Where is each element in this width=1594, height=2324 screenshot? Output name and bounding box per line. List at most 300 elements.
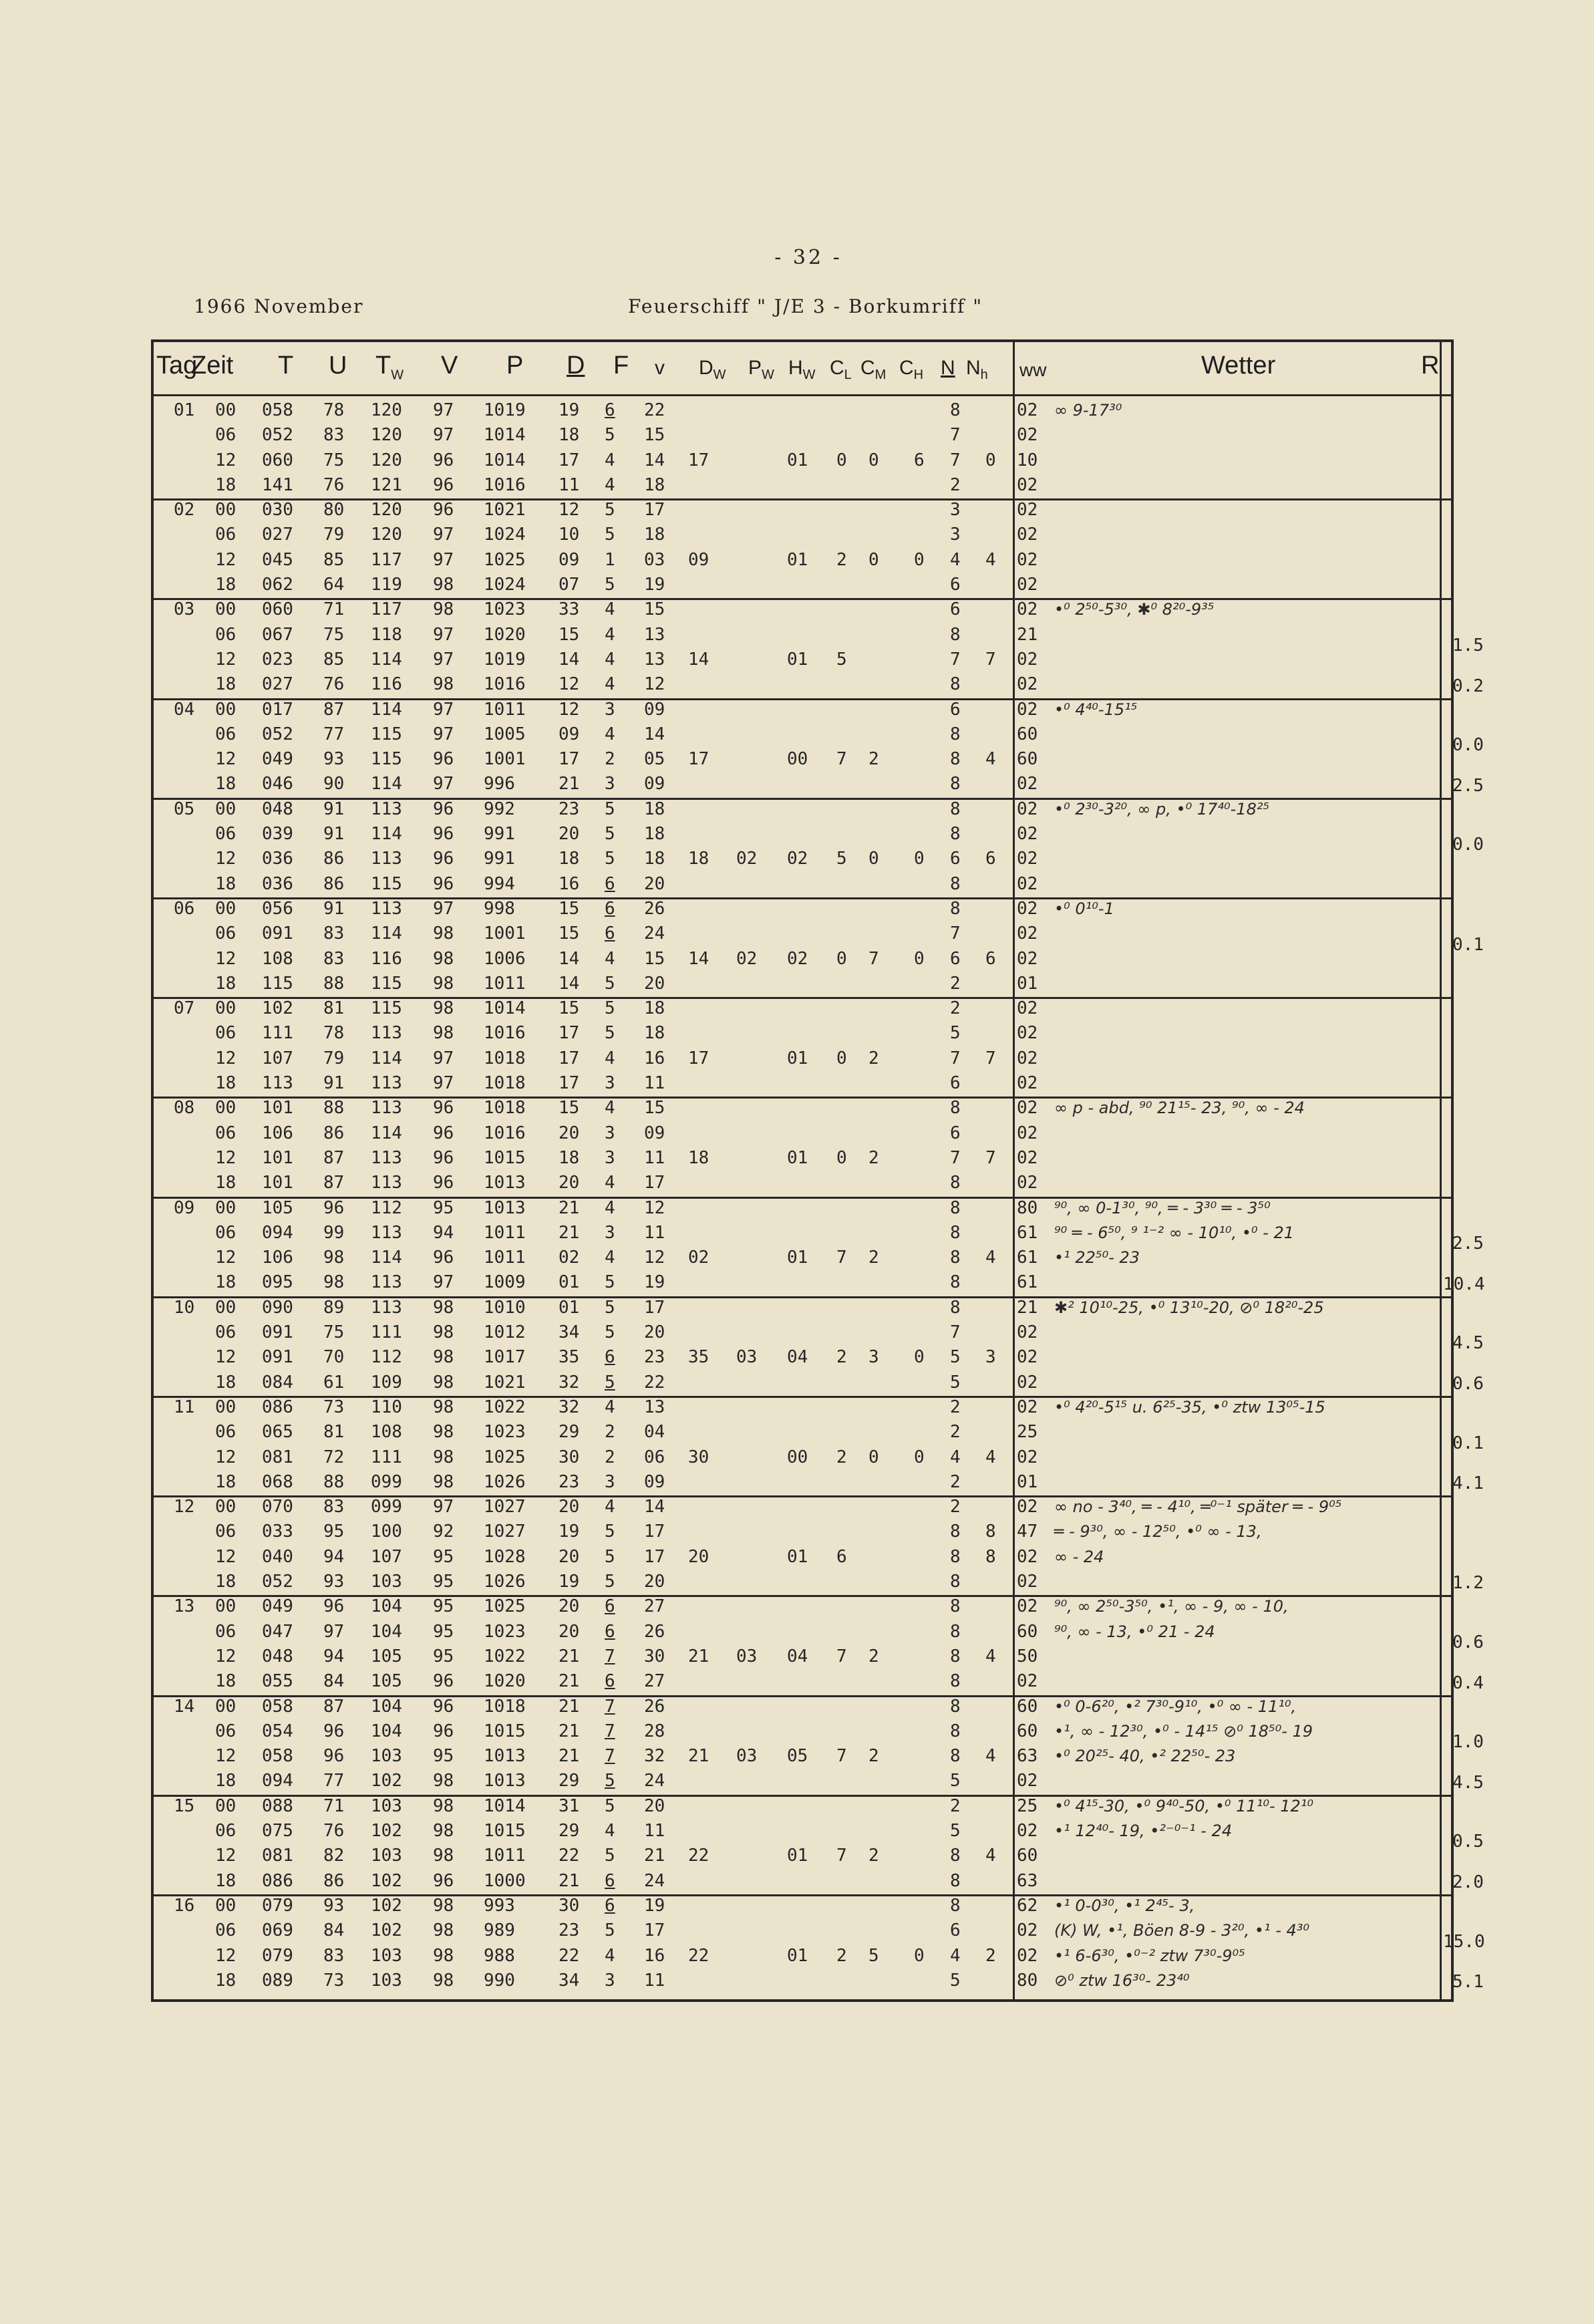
wind-speed-cell: 16 [644, 1048, 665, 1068]
pressure-cell: 1018 [484, 1098, 526, 1119]
air-temp-cell: 084 [262, 1372, 293, 1393]
wind-speed-cell: 24 [644, 1870, 665, 1891]
humidity-cell: 91 [323, 899, 345, 919]
wind-speed-cell: 17 [644, 1920, 665, 1941]
pressure-cell: 1025 [484, 1596, 526, 1617]
time-cell: 12 [215, 1746, 236, 1767]
ww-code-cell: 50 [1017, 1646, 1038, 1666]
wind-force-cell: 5 [605, 824, 615, 845]
wind-speed-cell: 14 [644, 450, 665, 470]
air-temp-cell: 091 [262, 1322, 293, 1343]
wind-force-cell: 5 [605, 1521, 615, 1542]
wind-force-cell: 3 [605, 1970, 615, 1991]
time-cell: 00 [215, 1795, 236, 1816]
air-temp-cell: 046 [262, 774, 293, 794]
ww-code-cell: 02 [1017, 948, 1038, 969]
table-row [154, 597, 1162, 622]
time-cell: 06 [215, 1322, 236, 1343]
cloud-high-cell: 0 [914, 849, 925, 869]
wind-dir-cell: 01 [559, 1272, 580, 1293]
table-row [154, 1545, 1162, 1570]
pressure-cell: 998 [484, 899, 515, 919]
cloud-low-cell: 7 [836, 1646, 847, 1666]
pressure-cell: 1016 [484, 474, 526, 495]
cloud-cover-cell: 8 [950, 400, 961, 420]
time-cell: 18 [215, 1173, 236, 1193]
visibility-cell: 98 [433, 1023, 454, 1044]
humidity-cell: 80 [323, 500, 345, 521]
cloud-cover-cell: 8 [950, 873, 961, 894]
column-header: U [329, 351, 347, 380]
cloud-cover-cell: 8 [950, 1646, 961, 1666]
cloud-cover-cell: 5 [950, 1970, 961, 1991]
wave-height-cell: 01 [787, 1546, 808, 1567]
pressure-cell: 1014 [484, 1795, 526, 1816]
day-cell: 06 [174, 899, 195, 919]
wind-dir-cell: 30 [559, 1447, 580, 1467]
water-temp-cell: 102 [371, 1821, 402, 1842]
water-temp-cell: 102 [371, 1870, 402, 1891]
wave-dir-cell: 17 [688, 450, 709, 470]
wind-dir-cell: 12 [559, 699, 580, 720]
wind-dir-cell: 29 [559, 1771, 580, 1791]
ww-code-cell: 02 [1017, 599, 1038, 620]
day-divider [154, 997, 1451, 999]
air-temp-cell: 095 [262, 1272, 293, 1293]
wind-speed-cell: 17 [644, 500, 665, 521]
visibility-cell: 97 [433, 899, 454, 919]
humidity-cell: 90 [323, 774, 345, 794]
air-temp-cell: 068 [262, 1471, 293, 1492]
air-temp-cell: 027 [262, 674, 293, 695]
wind-force-cell: 3 [605, 1222, 615, 1243]
air-temp-cell: 141 [262, 474, 293, 495]
cloud-cover-cell: 7 [950, 1147, 961, 1168]
weather-note: •⁰ 4¹⁵-30, •⁰ 9⁴⁰-50, •⁰ 11¹⁰- 12¹⁰ [1054, 1796, 1314, 1815]
wind-force-cell: 5 [605, 1771, 615, 1791]
header-divider [154, 394, 1451, 396]
ww-code-cell: 02 [1017, 1572, 1038, 1592]
visibility-cell: 95 [433, 1596, 454, 1617]
table-row [154, 1744, 1162, 1769]
wind-force-cell: 4 [605, 599, 615, 620]
water-temp-cell: 114 [371, 1048, 402, 1068]
time-cell: 18 [215, 1471, 236, 1492]
table-row [154, 772, 1162, 796]
day-block [154, 498, 1458, 598]
water-temp-cell: 120 [371, 525, 402, 545]
ww-code-cell: 02 [1017, 998, 1038, 1019]
time-cell: 00 [215, 1098, 236, 1119]
time-cell: 18 [215, 1272, 236, 1293]
rain-value: 0.5 [1452, 1832, 1484, 1852]
wind-force-cell: 7 [605, 1646, 615, 1666]
rain-value: · [1447, 476, 1458, 497]
cloud-cover-cell: 5 [950, 1372, 961, 1393]
cloud-cover-cell: 7 [950, 923, 961, 944]
pressure-cell: 1015 [484, 1721, 526, 1741]
wave-period-cell: 03 [736, 1746, 758, 1767]
wind-speed-cell: 09 [644, 774, 665, 794]
water-temp-cell: 120 [371, 425, 402, 446]
water-temp-cell: 113 [371, 1073, 402, 1094]
cloud-cover-cell: 2 [950, 998, 961, 1019]
cloud-cover-cell: 8 [950, 624, 961, 645]
wind-force-cell: 6 [605, 1870, 615, 1891]
low-cloud-cover-cell: 7 [985, 1147, 996, 1168]
cloud-cover-cell: 8 [950, 824, 961, 845]
pressure-cell: 1020 [484, 624, 526, 645]
ww-code-cell: 01 [1017, 1471, 1038, 1492]
humidity-cell: 71 [323, 1795, 345, 1816]
day-cell: 05 [174, 798, 195, 819]
water-temp-cell: 114 [371, 699, 402, 720]
table-row [154, 1794, 1162, 1819]
visibility-cell: 95 [433, 1197, 454, 1218]
wind-speed-cell: 18 [644, 1023, 665, 1044]
column-header: v [655, 357, 665, 379]
water-temp-cell: 112 [371, 1197, 402, 1218]
cloud-cover-cell: 4 [950, 1945, 961, 1966]
column-header: N [941, 357, 955, 379]
wind-speed-cell: 11 [644, 1073, 665, 1094]
humidity-cell: 78 [323, 1023, 345, 1044]
air-temp-cell: 023 [262, 649, 293, 670]
day-divider [154, 1894, 1451, 1896]
wave-height-cell: 04 [787, 1646, 808, 1666]
wind-dir-cell: 09 [559, 724, 580, 744]
wave-dir-cell: 35 [688, 1347, 709, 1368]
cloud-cover-cell: 2 [950, 973, 961, 994]
wind-speed-cell: 20 [644, 973, 665, 994]
rain-value: · [1447, 1133, 1458, 1154]
water-temp-cell: 103 [371, 1795, 402, 1816]
wind-force-cell: 3 [605, 1123, 615, 1143]
table-row [154, 1869, 1162, 1894]
cloud-mid-cell: 3 [868, 1347, 879, 1368]
column-header: Tag [156, 351, 198, 380]
table-row [154, 1570, 1162, 1594]
wind-force-cell: 5 [605, 1322, 615, 1343]
wind-speed-cell: 21 [644, 1846, 665, 1866]
humidity-cell: 91 [323, 824, 345, 845]
visibility-cell: 97 [433, 549, 454, 570]
wind-speed-cell: 14 [644, 1497, 665, 1517]
ww-code-cell: 02 [1017, 1397, 1038, 1417]
table-row [154, 1769, 1162, 1793]
wave-height-cell: 02 [787, 948, 808, 969]
pressure-cell: 1001 [484, 923, 526, 944]
cloud-cover-cell: 8 [950, 1297, 961, 1318]
day-divider [154, 1396, 1451, 1398]
humidity-cell: 88 [323, 1471, 345, 1492]
air-temp-cell: 058 [262, 1746, 293, 1767]
wind-speed-cell: 26 [644, 1621, 665, 1642]
time-cell: 00 [215, 1497, 236, 1517]
table-row [154, 1395, 1162, 1420]
ww-code-cell: 02 [1017, 549, 1038, 570]
table-row [154, 1071, 1162, 1096]
water-temp-cell: 116 [371, 948, 402, 969]
table-row [154, 423, 1162, 448]
water-temp-cell: 119 [371, 575, 402, 595]
weather-note: ⁹⁰, ∞ - 13, •⁰ 21 - 24 [1054, 1622, 1215, 1641]
water-temp-cell: 113 [371, 1023, 402, 1044]
cloud-cover-cell: 7 [950, 450, 961, 470]
time-cell: 18 [215, 1970, 236, 1991]
air-temp-cell: 055 [262, 1671, 293, 1692]
ww-code-cell: 02 [1017, 674, 1038, 695]
visibility-cell: 95 [433, 1546, 454, 1567]
pressure-cell: 1024 [484, 575, 526, 595]
wind-force-cell: 5 [605, 1272, 615, 1293]
cloud-cover-cell: 8 [950, 1098, 961, 1119]
pressure-cell: 1015 [484, 1147, 526, 1168]
water-temp-cell: 110 [371, 1397, 402, 1417]
weather-note: ═ - 9³⁰, ∞ - 12⁵⁰, •⁰ ∞ - 13, [1054, 1522, 1262, 1542]
ww-code-cell: 02 [1017, 1372, 1038, 1393]
water-temp-cell: 113 [371, 1272, 402, 1293]
humidity-cell: 82 [323, 1846, 345, 1866]
column-header: $N_h$ [966, 357, 988, 382]
wind-force-cell: 4 [605, 948, 615, 969]
weather-note: (K) W, •¹, Böen 8-9 - 3²⁰, •¹ - 4³⁰ [1054, 1921, 1310, 1940]
water-temp-cell: 109 [371, 1372, 402, 1393]
table-row [154, 1046, 1162, 1071]
wind-speed-cell: 13 [644, 649, 665, 670]
wave-height-cell: 04 [787, 1347, 808, 1368]
water-temp-cell: 103 [371, 1572, 402, 1592]
air-temp-cell: 086 [262, 1870, 293, 1891]
wind-dir-cell: 19 [559, 1521, 580, 1542]
table-row [154, 1695, 1162, 1719]
ww-code-cell: 02 [1017, 1147, 1038, 1168]
ww-code-cell: 02 [1017, 649, 1038, 670]
pressure-cell: 1025 [484, 1447, 526, 1467]
air-temp-cell: 070 [262, 1497, 293, 1517]
cloud-cover-cell: 4 [950, 1447, 961, 1467]
cloud-mid-cell: 2 [868, 1248, 879, 1268]
wind-speed-cell: 15 [644, 425, 665, 446]
table-row [154, 647, 1162, 672]
cloud-cover-cell: 6 [950, 1920, 961, 1941]
weather-note: •¹, ∞ - 12³⁰, •⁰ - 14¹⁵ ⊘⁰ 18⁵⁰- 19 [1054, 1721, 1313, 1741]
column-header: $P_W$ [748, 357, 774, 382]
wind-speed-cell: 12 [644, 674, 665, 695]
wind-dir-cell: 31 [559, 1795, 580, 1816]
wind-speed-cell: 09 [644, 699, 665, 720]
day-divider [154, 1695, 1451, 1697]
table-row [154, 1221, 1162, 1246]
time-cell: 00 [215, 599, 236, 620]
ww-code-cell: 10 [1017, 450, 1038, 470]
visibility-cell: 96 [433, 873, 454, 894]
pressure-cell: 1023 [484, 599, 526, 620]
day-block [154, 398, 1458, 498]
wind-dir-cell: 12 [559, 674, 580, 695]
wind-dir-cell: 19 [559, 400, 580, 420]
wind-force-cell: 6 [605, 1347, 615, 1368]
wind-dir-cell: 22 [559, 1945, 580, 1966]
pressure-cell: 1000 [484, 1870, 526, 1891]
air-temp-cell: 030 [262, 500, 293, 521]
wind-speed-cell: 11 [644, 1970, 665, 1991]
weather-note: ⁹⁰, ∞ 0-1³⁰, ⁹⁰, ═ - 3³⁰ ═ - 3⁵⁰ [1054, 1198, 1271, 1217]
air-temp-cell: 075 [262, 1821, 293, 1842]
visibility-cell: 98 [433, 1422, 454, 1443]
day-cell: 13 [174, 1596, 195, 1617]
time-cell: 06 [215, 1920, 236, 1941]
time-cell: 06 [215, 1521, 236, 1542]
wind-force-cell: 2 [605, 1422, 615, 1443]
wind-dir-cell: 20 [559, 824, 580, 845]
header-station: Feuerschiff " J/E 3 - Borkumriff " [628, 295, 983, 317]
day-cell: 09 [174, 1197, 195, 1218]
day-cell: 14 [174, 1696, 195, 1717]
cloud-cover-cell: 5 [950, 1771, 961, 1791]
table-row [154, 1320, 1162, 1345]
wind-dir-cell: 35 [559, 1347, 580, 1368]
water-temp-cell: 112 [371, 1347, 402, 1368]
wind-force-cell: 4 [605, 1048, 615, 1068]
table-row [154, 1121, 1162, 1146]
day-block [154, 1296, 1484, 1396]
cloud-cover-cell: 8 [950, 1596, 961, 1617]
pressure-cell: 1011 [484, 973, 526, 994]
time-cell: 00 [215, 1696, 236, 1717]
weather-note: •¹ 0-0³⁰, •¹ 2⁴⁵- 3, [1054, 1896, 1195, 1915]
weather-note: ∞ 9-17³⁰ [1054, 401, 1122, 420]
day-divider [154, 598, 1451, 600]
cloud-cover-cell: 8 [950, 1173, 961, 1193]
visibility-cell: 96 [433, 1173, 454, 1193]
humidity-cell: 84 [323, 1671, 345, 1692]
day-block [154, 1495, 1484, 1595]
wind-force-cell: 4 [605, 1173, 615, 1193]
cloud-mid-cell: 2 [868, 1147, 879, 1168]
ww-code-cell: 21 [1017, 1297, 1038, 1318]
humidity-cell: 75 [323, 624, 345, 645]
ww-code-cell: 02 [1017, 798, 1038, 819]
day-block [154, 698, 1484, 798]
weather-note: •⁰ 2⁵⁰-5³⁰, ✱⁰ 8²⁰-9³⁵ [1054, 600, 1215, 619]
wind-dir-cell: 20 [559, 1123, 580, 1143]
cloud-cover-cell: 8 [950, 1272, 961, 1293]
column-header: V [441, 351, 458, 380]
wind-force-cell: 5 [605, 1297, 615, 1318]
air-temp-cell: 049 [262, 749, 293, 770]
pressure-cell: 1006 [484, 948, 526, 969]
column-header: $C_M$ [860, 357, 887, 382]
cloud-low-cell: 0 [836, 948, 847, 969]
air-temp-cell: 088 [262, 1795, 293, 1816]
humidity-cell: 71 [323, 599, 345, 620]
wind-dir-cell: 18 [559, 849, 580, 869]
air-temp-cell: 105 [262, 1197, 293, 1218]
wave-period-cell: 02 [736, 849, 758, 869]
water-temp-cell: 121 [371, 474, 402, 495]
wind-dir-cell: 30 [559, 1896, 580, 1916]
visibility-cell: 98 [433, 599, 454, 620]
wind-dir-cell: 02 [559, 1248, 580, 1268]
time-cell: 12 [215, 1846, 236, 1866]
cloud-cover-cell: 8 [950, 1521, 961, 1542]
low-cloud-cover-cell: 8 [985, 1546, 996, 1567]
wind-speed-cell: 24 [644, 1771, 665, 1791]
low-cloud-cover-cell: 4 [985, 1746, 996, 1767]
pressure-cell: 1015 [484, 1821, 526, 1842]
time-cell: 00 [215, 998, 236, 1019]
pressure-cell: 1013 [484, 1173, 526, 1193]
time-cell: 12 [215, 1048, 236, 1068]
humidity-cell: 98 [323, 1272, 345, 1293]
humidity-cell: 79 [323, 1048, 345, 1068]
wind-dir-cell: 23 [559, 798, 580, 819]
rain-value: 2.5 [1452, 775, 1484, 796]
ww-code-cell: 02 [1017, 1347, 1038, 1368]
column-header: $T_W$ [375, 351, 404, 383]
pressure-cell: 1024 [484, 525, 526, 545]
weather-note: •¹ 6-6³⁰, •⁰⁻² ztw 7³⁰-9⁰⁵ [1054, 1946, 1245, 1965]
ww-code-cell: 02 [1017, 1322, 1038, 1343]
pressure-cell: 1009 [484, 1272, 526, 1293]
ww-code-cell: 02 [1017, 923, 1038, 944]
weather-note: •⁰ 4²⁰-5¹⁵ u. 6²⁵-35, •⁰ ztw 13⁰⁵-15 [1054, 1398, 1325, 1417]
wind-force-cell: 5 [605, 849, 615, 869]
cloud-cover-cell: 8 [950, 899, 961, 919]
wind-dir-cell: 15 [559, 923, 580, 944]
cloud-cover-cell: 8 [950, 798, 961, 819]
wind-dir-cell: 15 [559, 899, 580, 919]
rain-value: 15.0 [1443, 1931, 1485, 1952]
wind-dir-cell: 21 [559, 1671, 580, 1692]
wind-dir-cell: 14 [559, 948, 580, 969]
ww-code-cell: 02 [1017, 899, 1038, 919]
wave-dir-cell: 20 [688, 1546, 709, 1567]
humidity-cell: 93 [323, 1896, 345, 1916]
humidity-cell: 76 [323, 474, 345, 495]
weather-note: •⁰ 0-6²⁰, •² 7³⁰-9¹⁰, •⁰ ∞ - 11¹⁰, [1054, 1697, 1297, 1716]
cloud-cover-cell: 8 [950, 1572, 961, 1592]
wave-dir-cell: 21 [688, 1746, 709, 1767]
humidity-cell: 84 [323, 1920, 345, 1941]
cloud-cover-cell: 4 [950, 549, 961, 570]
table-row [154, 1644, 1162, 1669]
visibility-cell: 98 [433, 575, 454, 595]
wind-dir-cell: 20 [559, 1497, 580, 1517]
cloud-mid-cell: 0 [868, 1447, 879, 1467]
pressure-cell: 1020 [484, 1671, 526, 1692]
cloud-mid-cell: 2 [868, 1646, 879, 1666]
visibility-cell: 97 [433, 624, 454, 645]
pressure-cell: 989 [484, 1920, 515, 1941]
humidity-cell: 77 [323, 724, 345, 744]
cloud-cover-cell: 8 [950, 1222, 961, 1243]
rain-value: · [1447, 1034, 1458, 1054]
wind-force-cell: 6 [605, 923, 615, 944]
day-divider [154, 798, 1451, 800]
table-row [154, 1296, 1162, 1320]
wind-speed-cell: 05 [644, 749, 665, 770]
wind-speed-cell: 18 [644, 525, 665, 545]
visibility-cell: 96 [433, 1147, 454, 1168]
weather-note: •⁰ 0¹⁰-1 [1054, 899, 1114, 918]
water-temp-cell: 113 [371, 1147, 402, 1168]
rain-value: · [1447, 576, 1458, 597]
visibility-cell: 97 [433, 1048, 454, 1068]
day-block [154, 1695, 1484, 1795]
water-temp-cell: 105 [371, 1646, 402, 1666]
